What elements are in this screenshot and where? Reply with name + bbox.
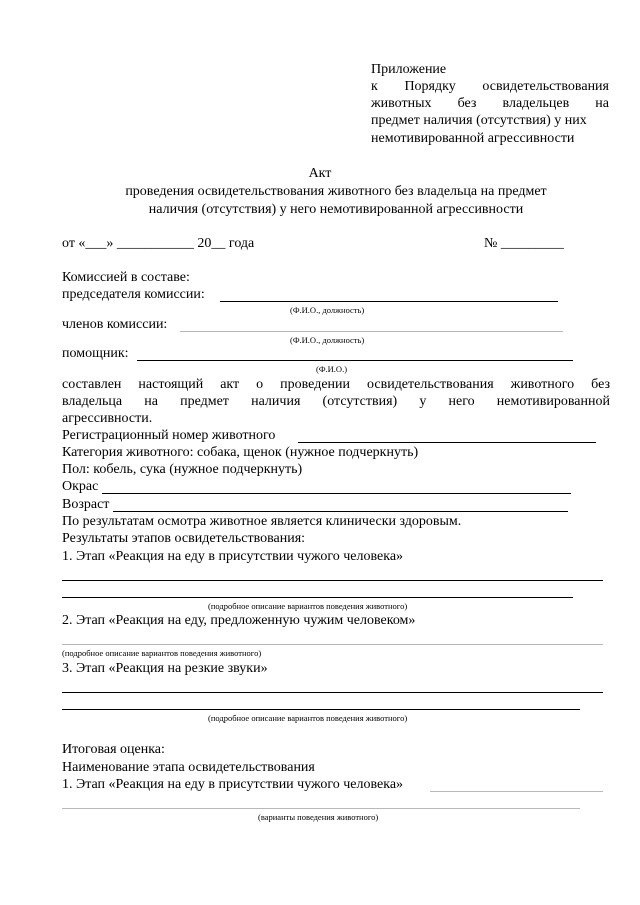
- act-number-field[interactable]: № _________: [484, 236, 564, 251]
- healthy-statement: По результатам осмотра животное является клинически здоровым.: [62, 514, 462, 529]
- final-stage-1-title: 1. Этап «Реакция на еду в присутствии чужого человека»: [62, 777, 404, 792]
- stage-2-hint: (подробное описание вариантов поведения животного): [62, 648, 262, 658]
- members-hint: (Ф.И.О., должность): [290, 335, 365, 345]
- body-paragraph-line: составлен настоящий акт о проведении освидетельствования животного без: [62, 377, 610, 392]
- final-header: Итоговая оценка:: [62, 742, 165, 757]
- stage-1-hint: (подробное описание вариантов поведения животного): [208, 601, 408, 611]
- sex-line: Пол: кобель, сука (нужное подчеркнуть): [62, 462, 303, 477]
- age-field[interactable]: [113, 511, 568, 512]
- stage-1-field[interactable]: [62, 580, 603, 581]
- appendix-line: к Порядку освидетельствования: [371, 79, 609, 94]
- reg-number-field[interactable]: [298, 442, 596, 443]
- members-field[interactable]: [180, 331, 563, 332]
- appendix-title: Приложение: [371, 62, 447, 77]
- stage-3-title: 3. Этап «Реакция на резкие звуки»: [62, 661, 268, 676]
- appendix-line: предмет наличия (отсутствия) у них: [371, 113, 587, 128]
- stage-3-field[interactable]: [62, 692, 603, 693]
- color-field[interactable]: [102, 493, 571, 494]
- assistant-label: помощник:: [62, 346, 129, 361]
- stage-3-field[interactable]: [62, 709, 580, 710]
- appendix-line: животных без владельцев на: [371, 96, 609, 111]
- category-line: Категория животного: собака, щенок (нужное подчеркнуть): [62, 445, 419, 460]
- appendix-line: немотивированной агрессивности: [371, 131, 575, 146]
- results-header: Результаты этапов освидетельствования:: [62, 531, 306, 546]
- final-stage-1-field[interactable]: [62, 808, 580, 809]
- assistant-hint: (Ф.И.О.): [316, 364, 348, 374]
- body-paragraph-line: владельца на предмет наличия (отсутствия) у него немотивированной: [62, 394, 610, 409]
- members-label: членов комиссии:: [62, 317, 168, 332]
- reg-number-label: Регистрационный номер животного: [62, 428, 276, 443]
- stage-3-hint: (подробное описание вариантов поведения животного): [208, 713, 408, 723]
- body-paragraph-line: агрессивности.: [62, 411, 153, 426]
- stage-2-field[interactable]: [62, 644, 603, 645]
- final-stage-name: Наименование этапа освидетельствования: [62, 760, 315, 775]
- act-title: Акт: [308, 166, 332, 181]
- color-label: Окрас: [62, 479, 99, 494]
- final-stage-1-field[interactable]: [430, 791, 603, 792]
- assistant-field[interactable]: [137, 360, 573, 361]
- chairman-field[interactable]: [220, 301, 558, 302]
- chairman-label: председателя комиссии:: [62, 287, 205, 302]
- act-subtitle: наличия (отсутствия) у него немотивированной агрессивности: [148, 202, 524, 217]
- commission-header: Комиссией в составе:: [62, 270, 190, 285]
- date-field[interactable]: от «___» ___________ 20__ года: [62, 236, 255, 251]
- act-subtitle: проведения освидетельствования животного без владельца на предмет: [125, 184, 547, 199]
- stage-1-title: 1. Этап «Реакция на еду в присутствии чужого человека»: [62, 549, 404, 564]
- age-label: Возраст: [62, 497, 110, 512]
- final-hint: (варианты поведения животного): [258, 812, 379, 822]
- stage-1-field[interactable]: [62, 597, 573, 598]
- stage-2-title: 2. Этап «Реакция на еду, предложенную чужим человеком»: [62, 613, 416, 628]
- chairman-hint: (Ф.И.О., должность): [290, 305, 365, 315]
